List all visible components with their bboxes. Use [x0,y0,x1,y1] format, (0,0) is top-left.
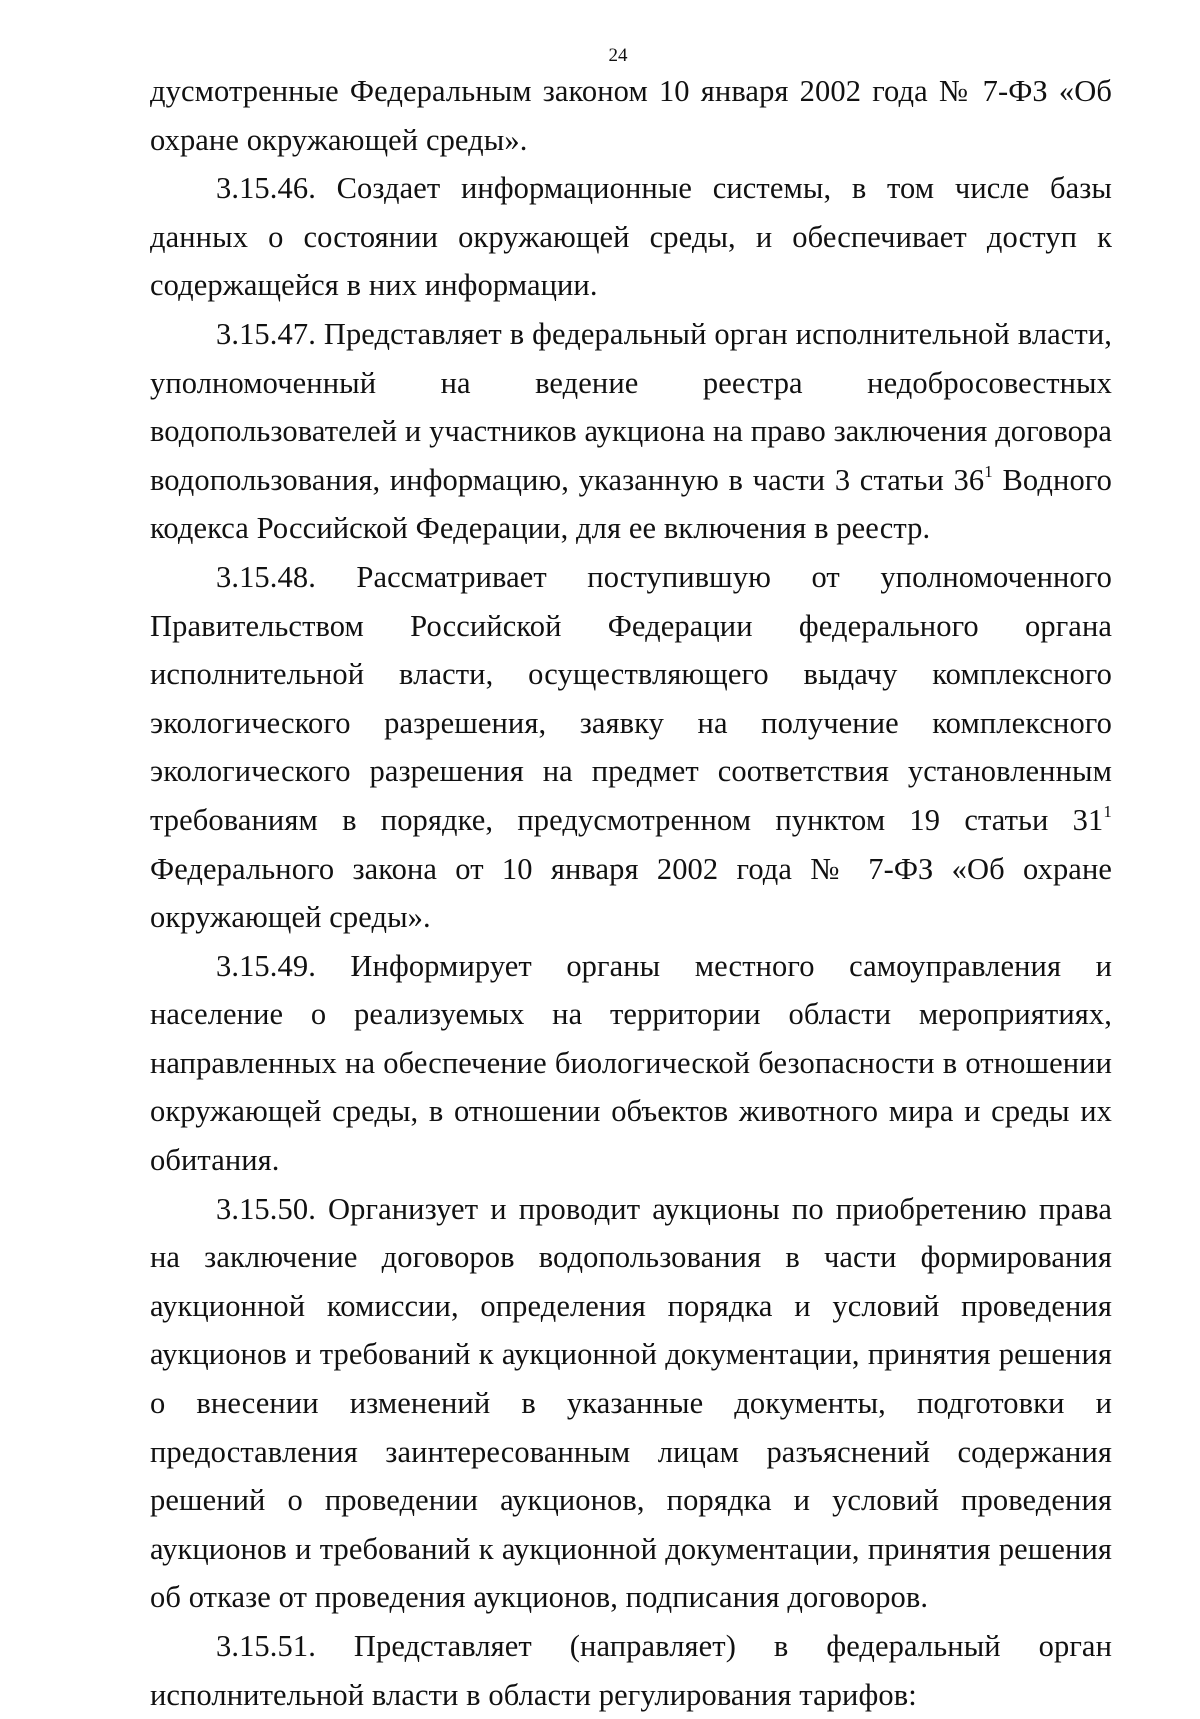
paragraph-3-15-50: 3.15.50. Организует и проводит аукционы по приобретению права на заключение договоров водопользования в части формирования аукционной комиссии, определения порядка и условий проведения аукционов и требований к аукционной документации, принятия решения о внесении изменений в указанные документы, подготовки и предоставления заинтересованным лицам разъяснений содержания решений о проведении аукционов, порядка и условий проведения аукционов и требований к аукционной документации, принятия решения об отказе от проведения аукционов, подписания договоров. [150,1191,1112,1615]
paragraph-3-15-47-text-start: 3.15.47. Представляет в федеральный орган исполнительной власти, уполномоченный на ведение реестра недобросовестных водопользователей и участников аукциона на право заключения договора водопользования, информацию, указанную в части 3 статьи 36 [150,316,1112,497]
paragraph-continuation: дусмотренные Федеральным законом 10 января 2002 года № 7-ФЗ «Об охране окружающей среды». [150,74,1112,157]
page-number: 24 [608,45,628,66]
document-body [150,67,1112,1719]
paragraph-3-15-47 [150,310,1112,553]
paragraph-3-15-47-text-end: Водного кодекса Российской Федерации, для ее включения в реестр. [150,462,1112,546]
paragraph-3-15-49: 3.15.49. Информирует органы местного самоуправления и население о реализуемых на территории области мероприятиях, направленных на обеспечение биологической безопасности в отношении окружающей среды, в отношении объектов животного мира и среды их обитания. [150,948,1112,1178]
paragraph-3-15-46: 3.15.46. Создает информационные системы, в том числе базы данных о состоянии окружающей среды, и обеспечивает доступ к содержащейся в них информации. [150,171,1112,303]
paragraph-3-15-48-text-start: 3.15.48. Рассматривает поступившую от уполномоченного Правительством Российской Федерации федерального органа исполнительной власти, осуществляющего выдачу комплексного экологического разрешения, заявку на получение комплексного экологического разрешения на предмет соответствия установленным требованиям в порядке, предусмотренном пунктом 19 статьи 31 [150,559,1112,837]
superscript-article-number: 1 [984,461,993,481]
paragraph-3-15-48 [150,553,1112,942]
paragraph-3-15-51: 3.15.51. Представляет (направляет) в федеральный орган исполнительной власти в области регулирования тарифов: [150,1629,1112,1712]
paragraph-3-15-48-text-end: Федерального закона от 10 января 2002 года № 7-ФЗ «Об охране окружающей среды». [150,851,1112,935]
superscript-article-number: 1 [1103,801,1112,821]
